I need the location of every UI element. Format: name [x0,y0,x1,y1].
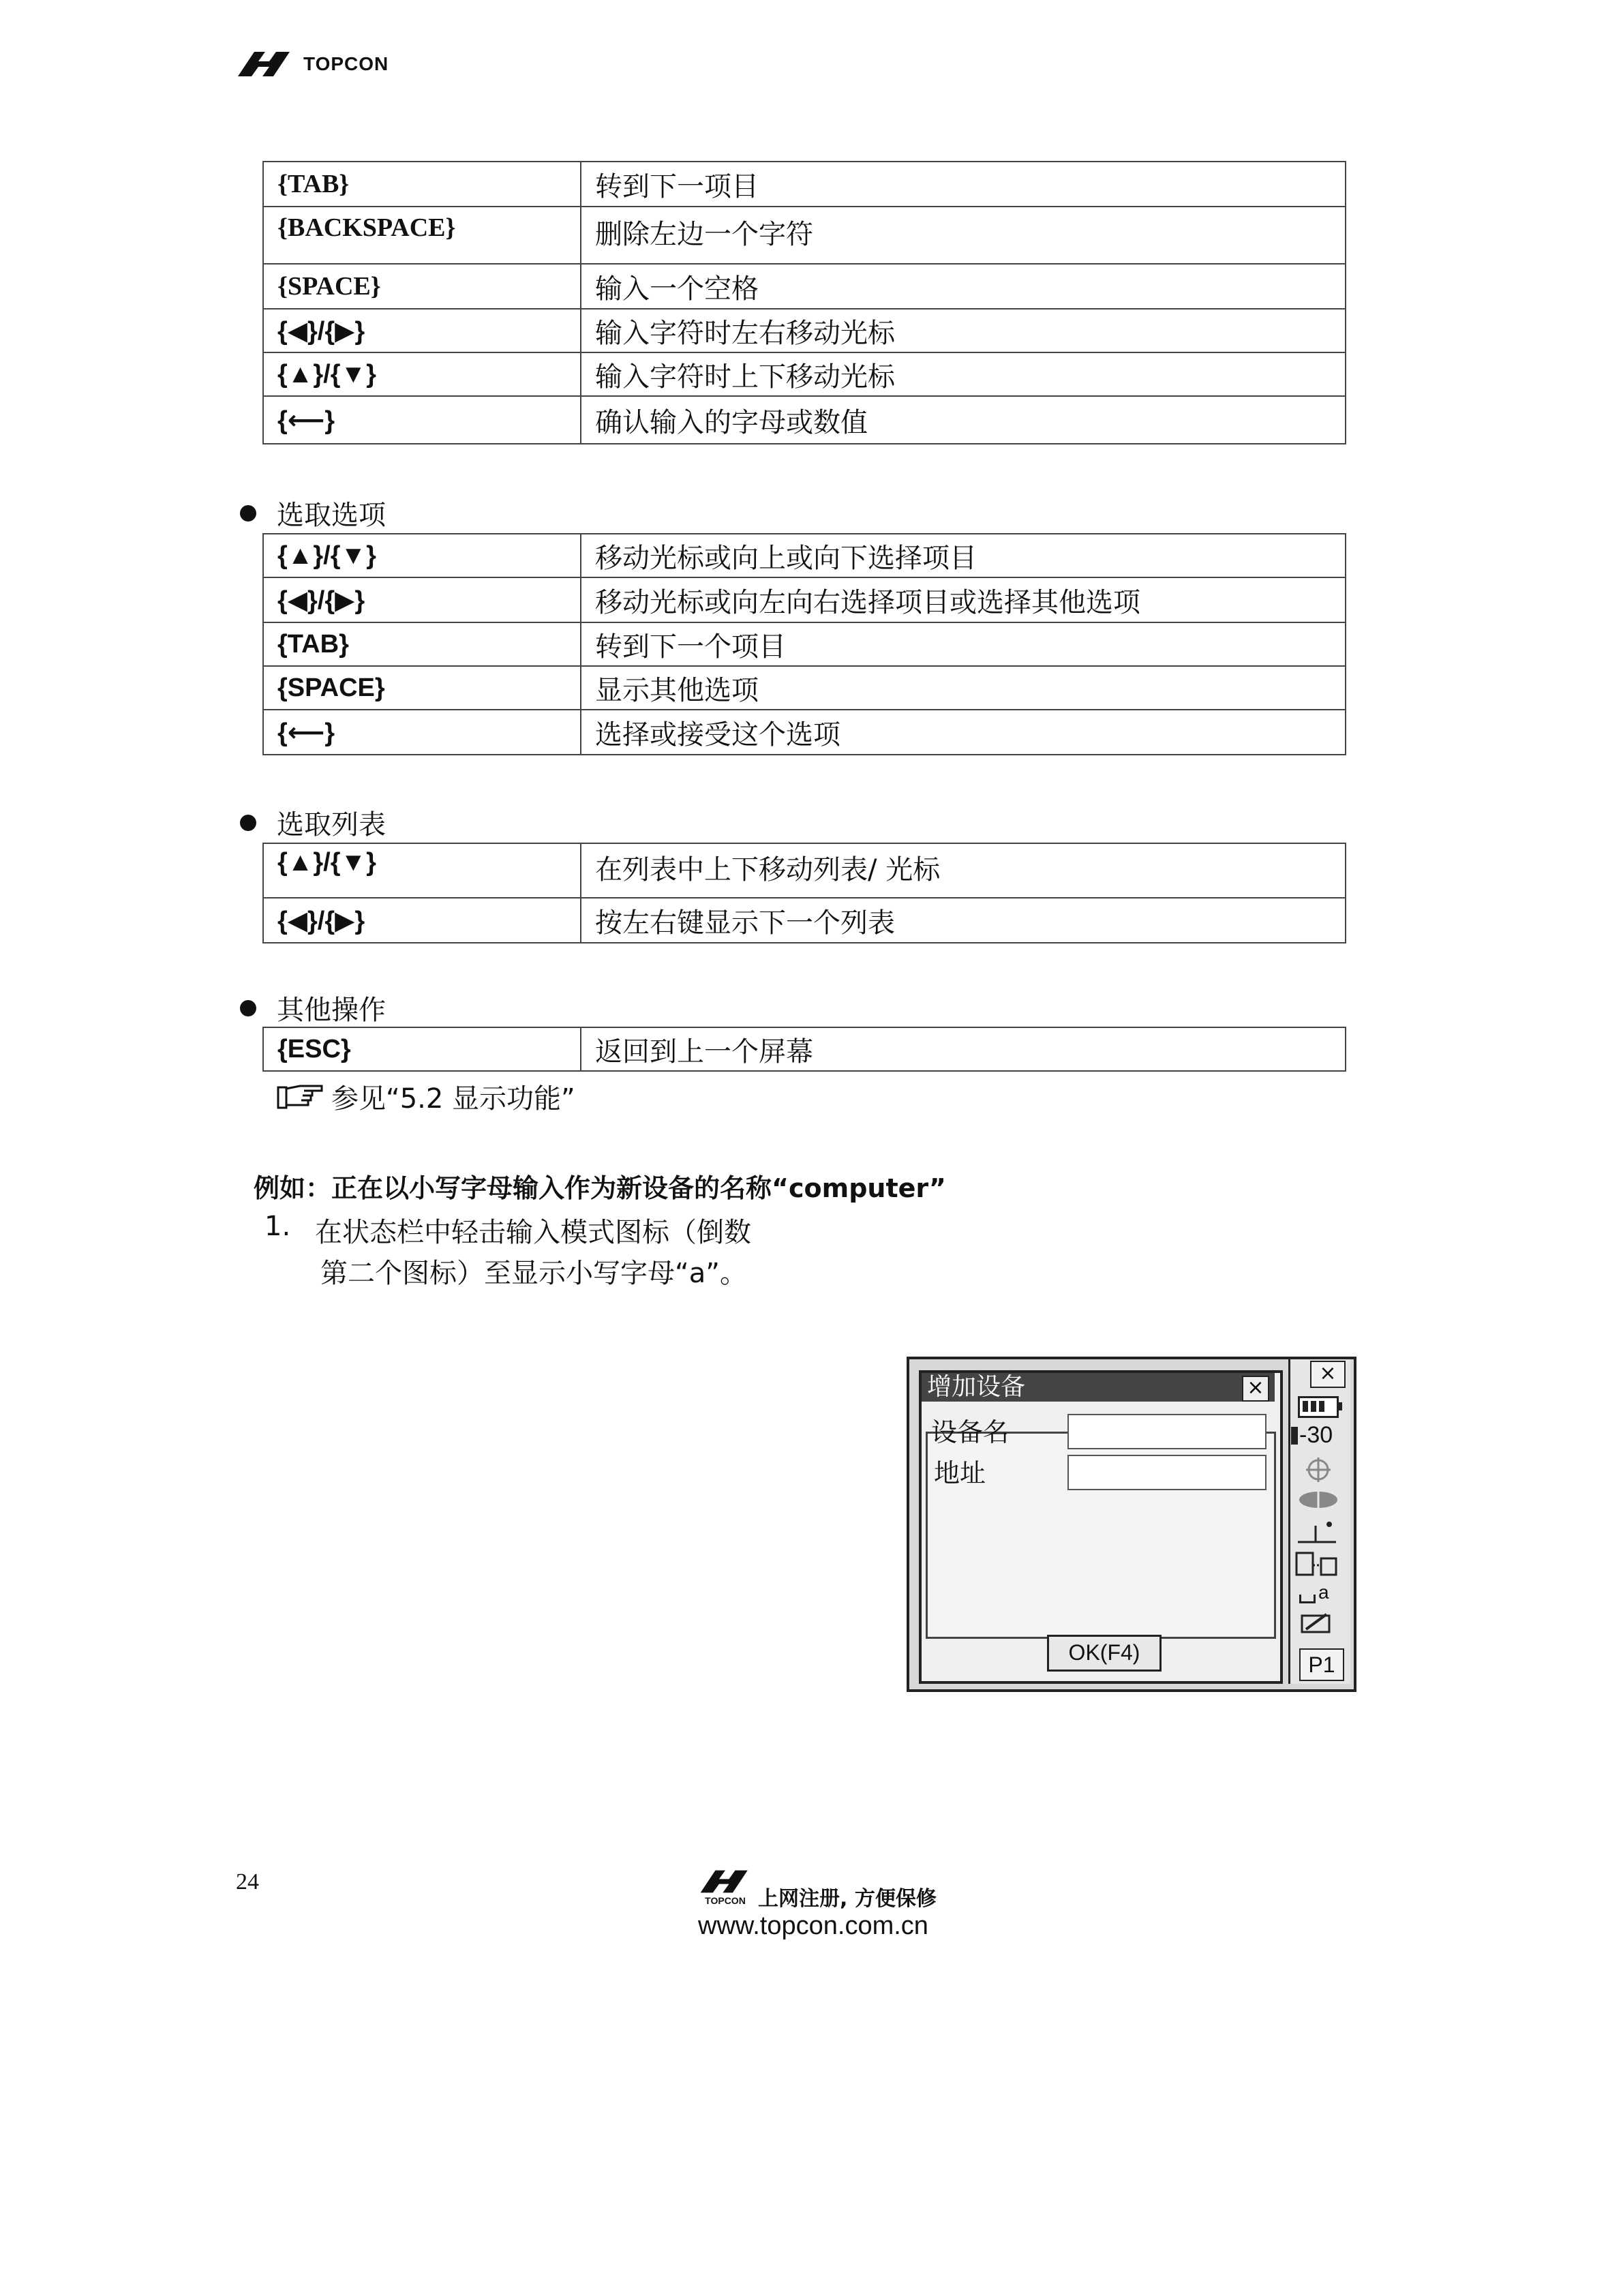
key-cell: {SPACE} [263,264,581,309]
desc-cell: 输入字符时上下移动光标 [581,352,1346,396]
footer-url[interactable]: www.topcon.com.cn [698,1912,928,1940]
desc-cell: 输入一个空格 [581,264,1346,309]
header-logo [235,49,389,79]
key-table-list [262,843,1346,943]
desc-cell: 转到下一项目 [581,162,1346,207]
desc-cell: 返回到上一个屏幕 [581,1027,1346,1071]
key-cell: {◀}/{▶} [263,309,581,352]
topcon-logo-icon [235,49,295,79]
table-row [263,534,1346,577]
battery-icon[interactable] [1298,1396,1339,1418]
desc-cell: 移动光标或向上或向下选择项目 [581,534,1346,577]
brand-name: TOPCON [303,53,389,74]
table-row [263,1027,1346,1071]
desc-cell: 移动光标或向左向右选择项目或选择其他选项 [581,577,1346,622]
key-table-input [262,161,1346,444]
tilt-icon [1291,1427,1298,1445]
example-heading: 例如：正在以小写字母输入作为新设备的名称“computer” [254,1173,946,1203]
reference-text: 参见“5.2 显示功能” [331,1083,575,1115]
section-heading [240,988,386,1027]
footer-slogan: 上网注册, 方便保修 [758,1887,937,1911]
desc-cell: 按左右键显示下一个列表 [581,898,1346,943]
key-cell: {▲}/{▼} [263,534,581,577]
table-row [263,352,1346,396]
key-cell: {▲}/{▼} [263,843,581,898]
prism-constant-icon[interactable] [1295,1517,1339,1545]
key-cell: {⟵} [263,710,581,755]
dialog-title-bar [922,1373,1275,1402]
laser-icon[interactable] [1296,1489,1340,1511]
key-cell: {⟵} [263,396,581,444]
space-icon [1299,1595,1316,1603]
key-table-options [262,533,1346,755]
desc-cell: 在列表中上下移动列表/ 光标 [581,843,1346,898]
key-cell: {TAB} [263,162,581,207]
reference-note [277,1077,575,1116]
desc-cell: 选择或接受这个选项 [581,710,1346,755]
target-icon[interactable] [1305,1456,1332,1483]
table-row [263,622,1346,666]
table-row [263,162,1346,207]
bullet-icon [240,1000,256,1016]
ok-button[interactable]: OK(F4) [1047,1635,1162,1672]
table-row [263,710,1346,755]
desc-cell: 转到下一个项目 [581,622,1346,666]
dialog-close-button[interactable]: × [1242,1376,1269,1402]
table-row [263,396,1346,444]
dialog-title: 增加设备 [927,1373,1026,1401]
section-heading [240,494,386,532]
section-title: 其他操作 [277,995,386,1026]
key-cell: {BACKSPACE} [263,207,581,264]
tilt-value: -30 [1299,1422,1333,1448]
page-indicator[interactable]: P1 [1299,1648,1344,1681]
footer-logo [698,1868,937,1912]
step-text-line2: 第二个图标）至显示小写字母“a”。 [320,1258,747,1289]
step-text-line1: 在状态栏中轻击输入模式图标（倒数 [315,1217,751,1248]
page-number: 24 [236,1869,259,1894]
tilt-indicator[interactable] [1291,1422,1333,1449]
footer-brand-mark [698,1868,753,1906]
desc-cell: 确认输入的字母或数值 [581,396,1346,444]
device-name-field[interactable] [1067,1414,1266,1449]
key-table-other [262,1027,1346,1072]
address-field[interactable] [1067,1455,1266,1490]
table-row [263,666,1346,710]
key-cell: {▲}/{▼} [263,352,581,396]
key-cell: {◀}/{▶} [263,898,581,943]
keyboard-icon[interactable] [1299,1609,1333,1636]
footer-brand-name: TOPCON [705,1895,746,1906]
table-row [263,898,1346,943]
key-cell: {ESC} [263,1027,581,1071]
table-row [263,577,1346,622]
section-title: 选取列表 [277,809,386,841]
pointing-hand-icon [277,1082,324,1112]
key-cell: {SPACE} [263,666,581,710]
table-row [263,309,1346,352]
bluetooth-device-icon[interactable] [1294,1549,1340,1579]
desc-cell: 删除左边一个字符 [581,207,1346,264]
section-title: 选取选项 [277,500,386,531]
desc-cell: 显示其他选项 [581,666,1346,710]
window-close-button[interactable]: × [1310,1361,1346,1388]
bullet-icon [240,815,256,831]
step-number: 1. [264,1211,291,1242]
topcon-logo-icon [698,1868,753,1895]
section-heading [240,803,386,842]
input-mode-icon[interactable] [1299,1582,1329,1603]
address-label: 地址 [934,1458,986,1488]
bullet-icon [240,505,256,522]
table-row [263,843,1346,898]
input-mode-value: a [1318,1582,1329,1603]
device-name-label: 设备名 [931,1417,1010,1447]
key-cell: {◀}/{▶} [263,577,581,622]
key-cell: {TAB} [263,622,581,666]
table-row [263,207,1346,264]
desc-cell: 输入字符时左右移动光标 [581,309,1346,352]
table-row [263,264,1346,309]
